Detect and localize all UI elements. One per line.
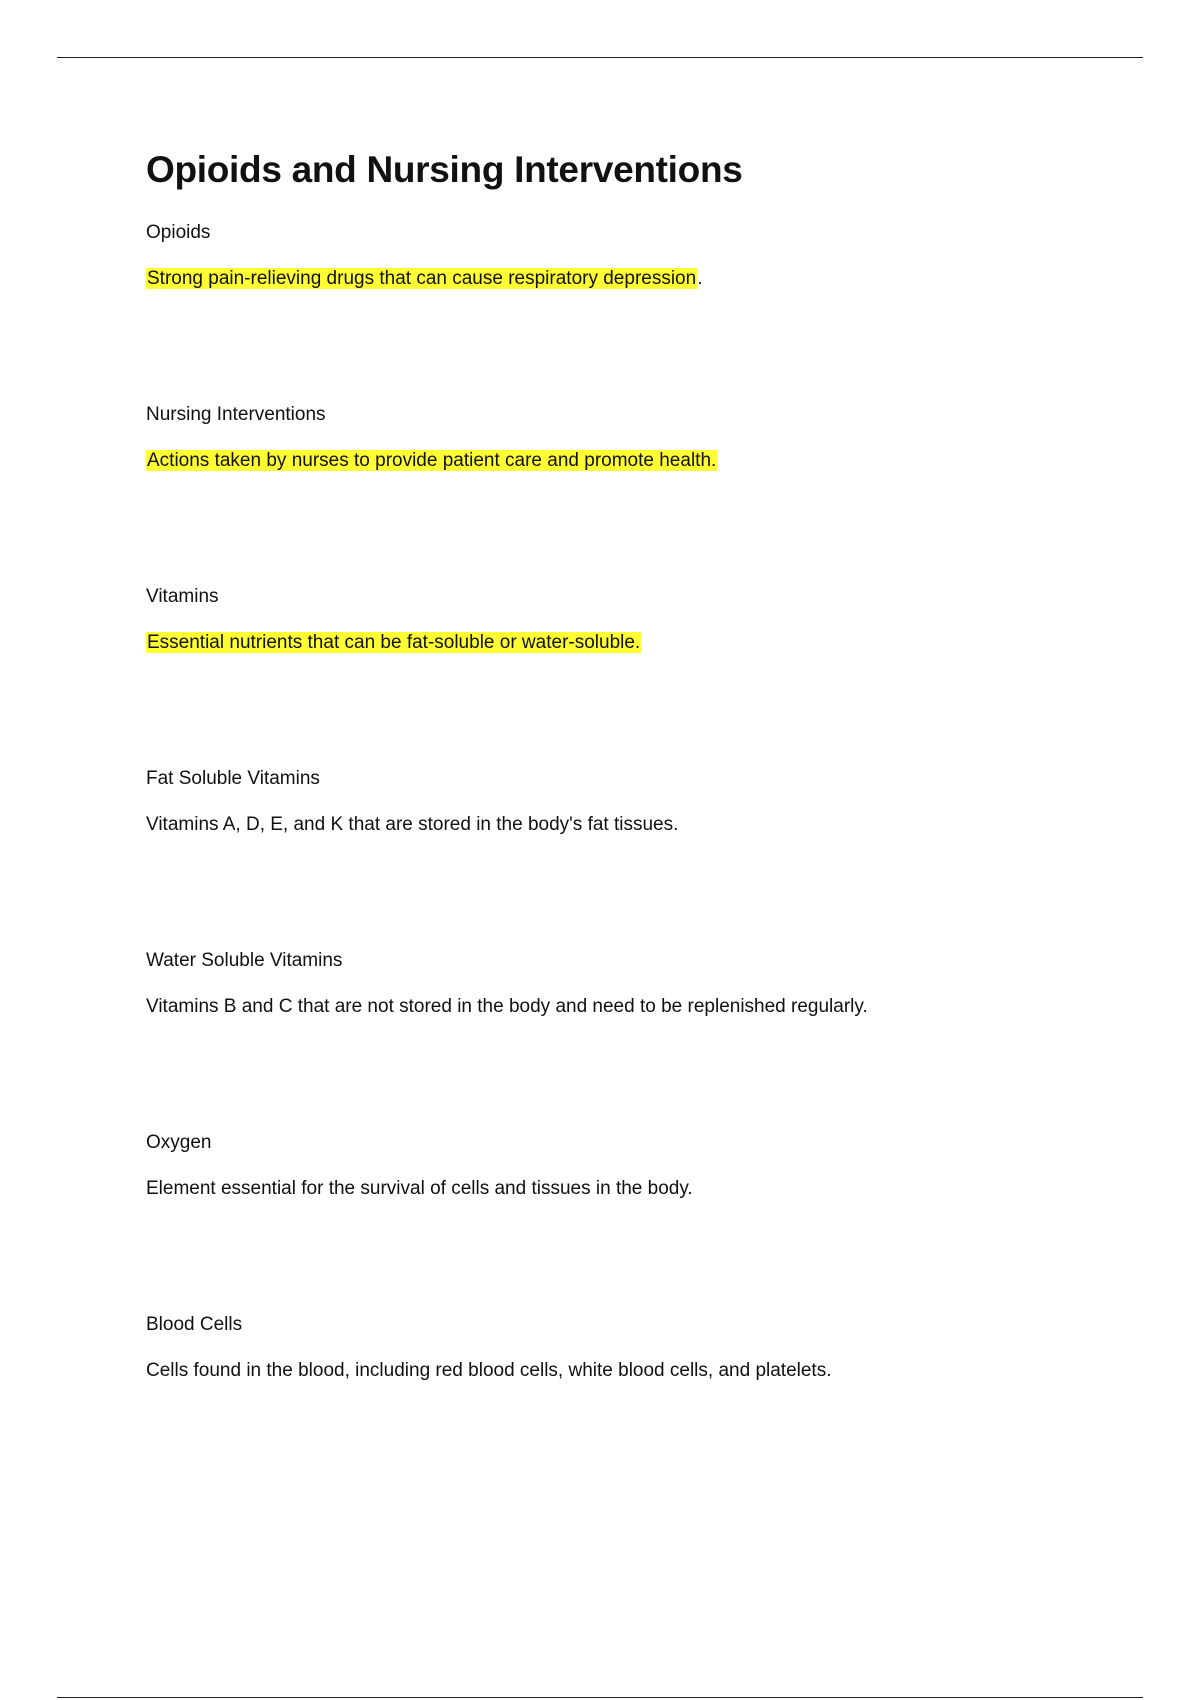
entry-term: Nursing Interventions [146, 404, 326, 425]
entry-nursing-interventions [146, 402, 1106, 474]
entry-term: Vitamins [146, 586, 219, 607]
document-body [146, 140, 1106, 1381]
entry-term: Opioids [146, 222, 211, 243]
entry-vitamins [146, 584, 1106, 656]
page-bottom-rule [57, 1697, 1143, 1698]
entry-opioids [146, 220, 1106, 292]
entry-oxygen [146, 1130, 1106, 1202]
entry-definition: Element essential for the survival of cells and tissues in the body. [146, 1178, 693, 1199]
entry-blood-cells [146, 1312, 1106, 1384]
entry-definition [146, 266, 1106, 292]
entry-definition: Cells found in the blood, including red blood cells, white blood cells, and platelets. [146, 1360, 832, 1381]
entry-definition [146, 448, 1106, 474]
highlighted-definition-text: Actions taken by nurses to provide patient care and promote health. [147, 450, 717, 471]
entry-definition: Vitamins A, D, E, and K that are stored in the body's fat tissues. [146, 814, 679, 835]
entry-fat-soluble-vitamins [146, 766, 1106, 838]
page-top-rule [57, 57, 1143, 58]
highlighted-definition-text: Essential nutrients that can be fat-soluble or water-soluble. [147, 632, 641, 653]
highlighted-definition-text: Strong pain-relieving drugs that can cause respiratory depression [147, 268, 697, 289]
entry-definition [146, 630, 1106, 656]
definition-trailing-punctuation: . [697, 268, 703, 289]
document-title: Opioids and Nursing Interventions [146, 149, 743, 190]
entry-term: Fat Soluble Vitamins [146, 768, 320, 789]
entry-term: Blood Cells [146, 1314, 243, 1335]
entry-term: Water Soluble Vitamins [146, 950, 343, 971]
entry-term: Oxygen [146, 1132, 212, 1153]
entry-water-soluble-vitamins [146, 948, 1106, 1020]
entry-definition: Vitamins B and C that are not stored in the body and need to be replenished regularly. [146, 996, 868, 1017]
